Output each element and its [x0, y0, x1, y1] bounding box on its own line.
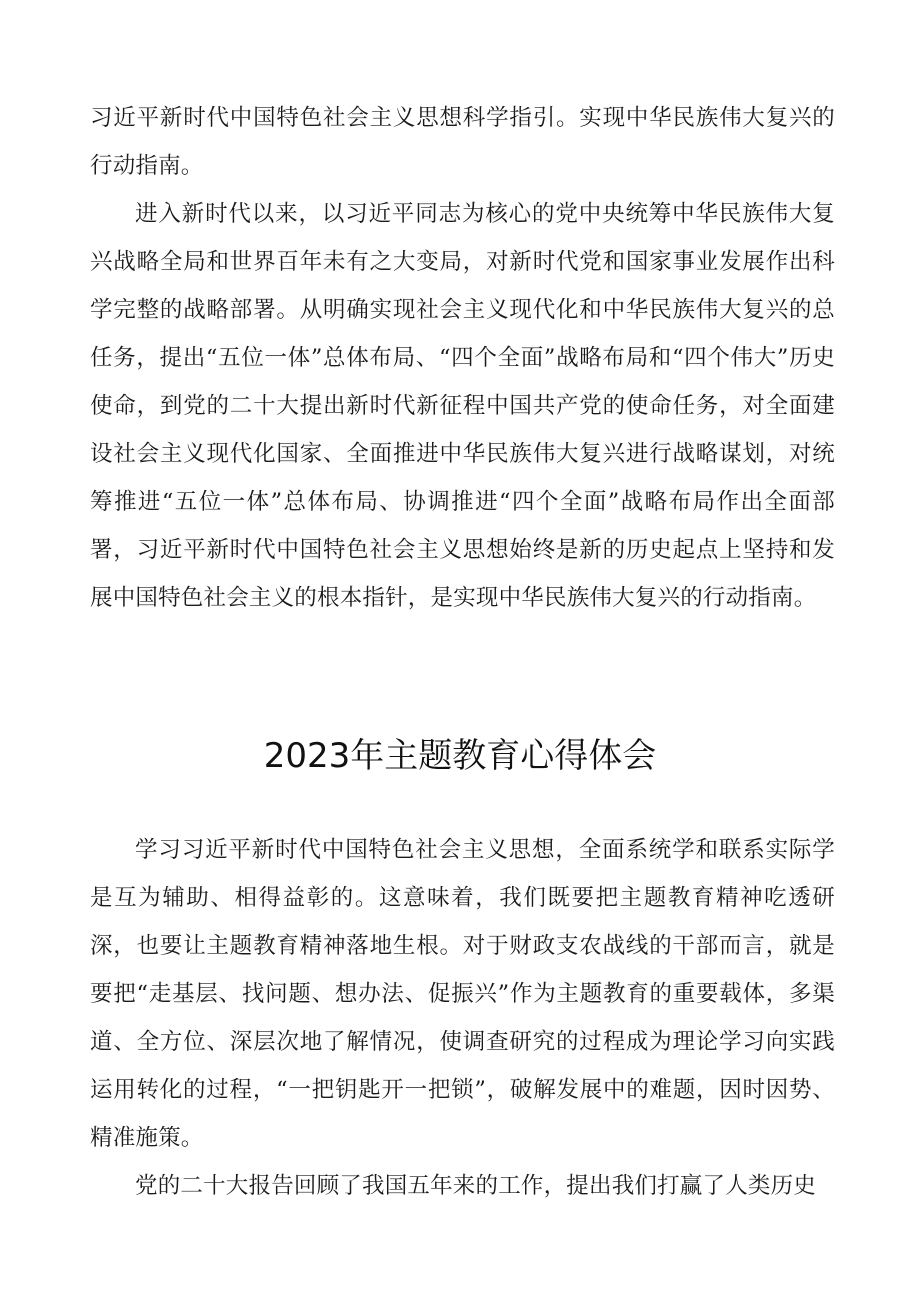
section-title: 2023年主题教育心得体会 — [263, 736, 657, 776]
body-paragraph: 进入新时代以来，以习近平同志为核心的党中央统筹中华民族伟大复兴战略全局和世界百年未有之大变局，对新时代党和国家事业发展作出科学完整的战略部署。从明确实现社会主义现代化和中华民族伟大复兴的总任务，提出“五位一体”总体布局、“四个全面”战略布局和“四个伟大”历史使命，到党的二十大提出新时代新征程中国共产党的使命任务，对全面建设社会主义现代化国家、全面推进中华民族伟大复兴进行战略谋划，对统筹推进“五位一体”总体布局、协调推进“四个全面”战略布局作出全面部署，习近平新时代中国特色社会主义思想始终是新的历史起点上坚持和发展中国特色社会主义的根本指针，是实现中华民族伟大复兴的行动指南。 — [90, 201, 835, 611]
body-paragraph: 学习习近平新时代中国特色社会主义思想，全面系统学和联系实际学是互为辅助、相得益彰的。这意味着，我们既要把主题教育精神吃透研深，也要让主题教育精神落地生根。对于财政支农战线的干部而言，就是要把“走基层、找问题、想办法、促振兴”作为主题教育的重要载体，多渠道、全方位、深层次地了解情况，使调查研究的过程成为理论学习向实践运用转化的过程，“一把钥匙开一把锁”，破解发展中的难题，因时因势、精准施策。 — [90, 837, 835, 1151]
body-paragraph: 党的二十大报告回顾了我国五年来的工作，提出我们打赢了人类历史 — [135, 1173, 817, 1199]
body-paragraph: 习近平新时代中国特色社会主义思想科学指引。实现中华民族伟大复兴的行动指南。 — [90, 105, 835, 179]
